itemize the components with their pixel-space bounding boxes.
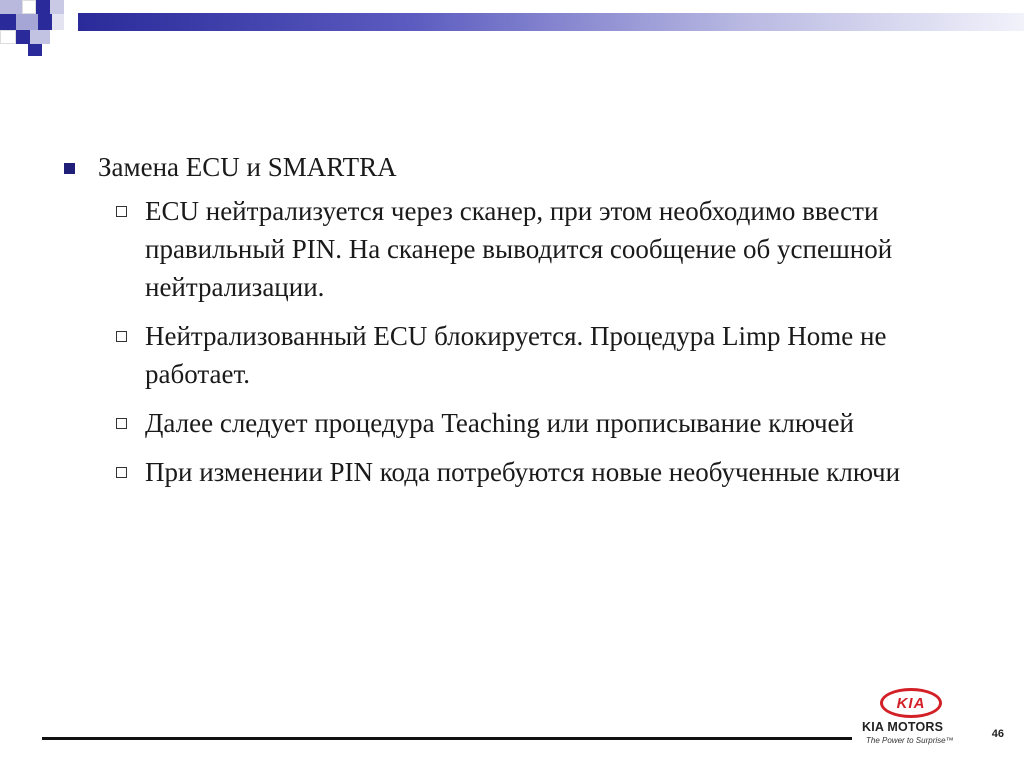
deco-square [50,0,64,14]
list-item-text: Нейтрализованный ECU блокируется. Процедура Limp Home не работает. [145,321,887,389]
brand-tagline: The Power to Surprise™ [866,736,954,745]
kia-motors-logo [862,686,966,748]
list-item-text: ECU нейтрализуется через сканер, при этом необходимо ввести правильный PIN. На сканере выводится сообщение об успешной нейтрализации. [145,196,893,302]
deco-square [22,0,36,14]
heading-bullet-item [56,148,986,186]
list-item [56,192,986,306]
footer-divider [42,737,852,740]
deco-square [0,14,16,30]
hollow-square-bullet-icon [116,467,127,478]
hollow-square-bullet-icon [116,418,127,429]
deco-square [30,30,50,44]
deco-square [38,14,52,30]
list-item-text: При изменении PIN кода потребуются новые необученные ключи [145,457,901,487]
hollow-square-bullet-icon [116,206,127,217]
list-item [56,453,986,491]
slide-heading: Замена ECU и SMARTRA [98,152,397,182]
brand-name: KIA MOTORS [862,720,944,734]
deco-square [0,0,22,14]
page-number: 46 [991,728,1004,740]
decorative-squares [0,0,90,60]
deco-square [16,14,38,30]
hollow-square-bullet-icon [116,331,127,342]
filled-square-bullet-icon [64,163,75,174]
kia-logo-text: KIA [896,694,926,712]
deco-square [52,14,64,30]
deco-square [0,30,16,44]
kia-oval-icon [880,688,942,718]
deco-square [28,44,42,56]
deco-square [16,30,30,44]
list-item-text: Далее следует процедура Teaching или прописывание ключей [145,408,854,438]
list-item [56,317,986,393]
header-gradient-bar [78,13,1024,31]
deco-square [36,0,50,14]
list-item [56,404,986,442]
slide-content [56,148,986,502]
